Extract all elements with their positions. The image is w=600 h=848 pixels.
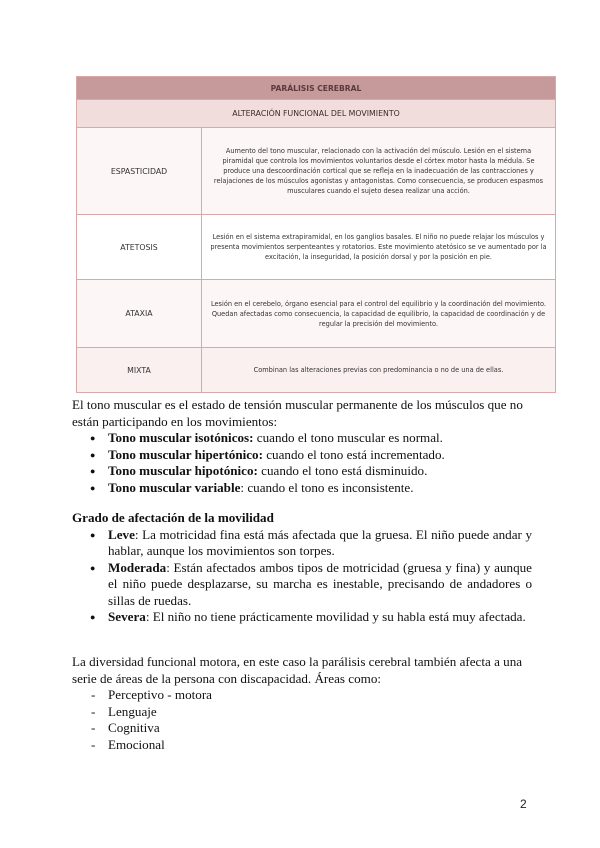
table-title: PARÁLISIS CEREBRAL (77, 77, 556, 100)
list-item (72, 447, 532, 464)
grado-title: Grado de afectación de la movilidad (72, 510, 274, 525)
list-term: Tono muscular isotónicos: (108, 430, 254, 445)
list-text: cuando el tono muscular es normal. (253, 430, 443, 445)
list-term: Severa (108, 609, 146, 624)
list-text: cuando el tono está incrementado. (262, 446, 445, 462)
list-item: - Perceptivo - motora (72, 687, 532, 704)
list-term: Tono muscular hipotónico: (108, 463, 258, 478)
list-item (72, 609, 532, 626)
row-description: Lesión en el sistema extrapiramidal, en los ganglios basales. El niño no puede relajar los músculos y presenta movimientos serpenteantes y rotatorios. Este movimiento atetósico se ve aumentado por la excitación, la inseguridad, la posición dorsal y por la posición en pie. (202, 215, 556, 280)
list-item (72, 430, 532, 447)
row-description: Aumento del tono muscular, relacionado con la activación del músculo. Lesión en el sistema piramidal que controla los movimientos voluntarios desde el córtex motor hasta la médula. Se produce una descoordinación cortical que se refleja en la inadecuación de las contracciones y relajaciones de los músculos agonistas y antagonistas. Como consecuencia, se producen espasmos musculares cuando el sujeto desea realizar una acción. (202, 128, 556, 215)
list-item (72, 463, 532, 480)
table-row (77, 128, 556, 215)
list-term: Leve (108, 526, 135, 542)
list-text: : Están afectados ambos tipos de motricidad (gruesa y fina) y aunque el niño puede desplazarse, su marcha es inestable, precisando de andadores o sillas de ruedas. (108, 559, 532, 608)
tono-intro: El tono muscular es el estado de tensión muscular permanente de los músculos que no están participando en los movimientos: (72, 397, 523, 429)
table-row (77, 215, 556, 280)
list-item (72, 527, 532, 560)
list-text: : El niño no tiene prácticamente movilidad y su habla está muy afectada. (145, 609, 526, 624)
grado-list (72, 527, 532, 626)
list-item: - Emocional (72, 737, 532, 754)
row-label: MIXTA (77, 348, 202, 393)
tono-list (72, 430, 532, 496)
table-row (77, 280, 556, 348)
list-text: : La motricidad fina está más afectada que la gruesa. El niño puede andar y hablar, aunque los movimientos son torpes. (108, 526, 532, 558)
row-description: Lesión en el cerebelo, órgano esencial para el control del equilibrio y la coordinación del movimiento. Quedan afectadas como consecuencia, la capacidad de equilibrio, la capacidad de coordinación y de regular la precisión del movimiento. (202, 280, 556, 348)
row-description: Combinan las alteraciones previas con predominancia o no de una de ellas. (202, 348, 556, 393)
row-label: ATETOSIS (77, 215, 202, 280)
table-subtitle: ALTERACIÓN FUNCIONAL DEL MOVIMIENTO (77, 100, 556, 128)
row-label: ESPASTICIDAD (77, 128, 202, 215)
tono-muscular-section (72, 397, 532, 496)
areas-section (72, 654, 532, 753)
list-item (72, 480, 532, 497)
areas-intro: La diversidad funcional motora, en este caso la parálisis cerebral también afecta a una serie de áreas de la persona con discapacidad. Áreas como: (72, 654, 523, 686)
table-row (77, 348, 556, 393)
grado-section (72, 510, 532, 626)
paralisis-cerebral-table (76, 76, 556, 393)
list-item: - Cognitiva (72, 720, 532, 737)
list-item: - Lenguaje (72, 704, 532, 721)
list-text: : cuando el tono es inconsistente. (240, 479, 414, 495)
areas-list (72, 687, 532, 753)
row-label: ATAXIA (77, 280, 202, 348)
list-item (72, 560, 532, 610)
list-text: cuando el tono está disminuido. (257, 463, 428, 478)
list-term: Moderada (108, 559, 167, 575)
list-term: Tono muscular variable (108, 479, 241, 495)
list-term: Tono muscular hipertónico: (108, 446, 263, 462)
page-number: 2 (520, 797, 527, 811)
